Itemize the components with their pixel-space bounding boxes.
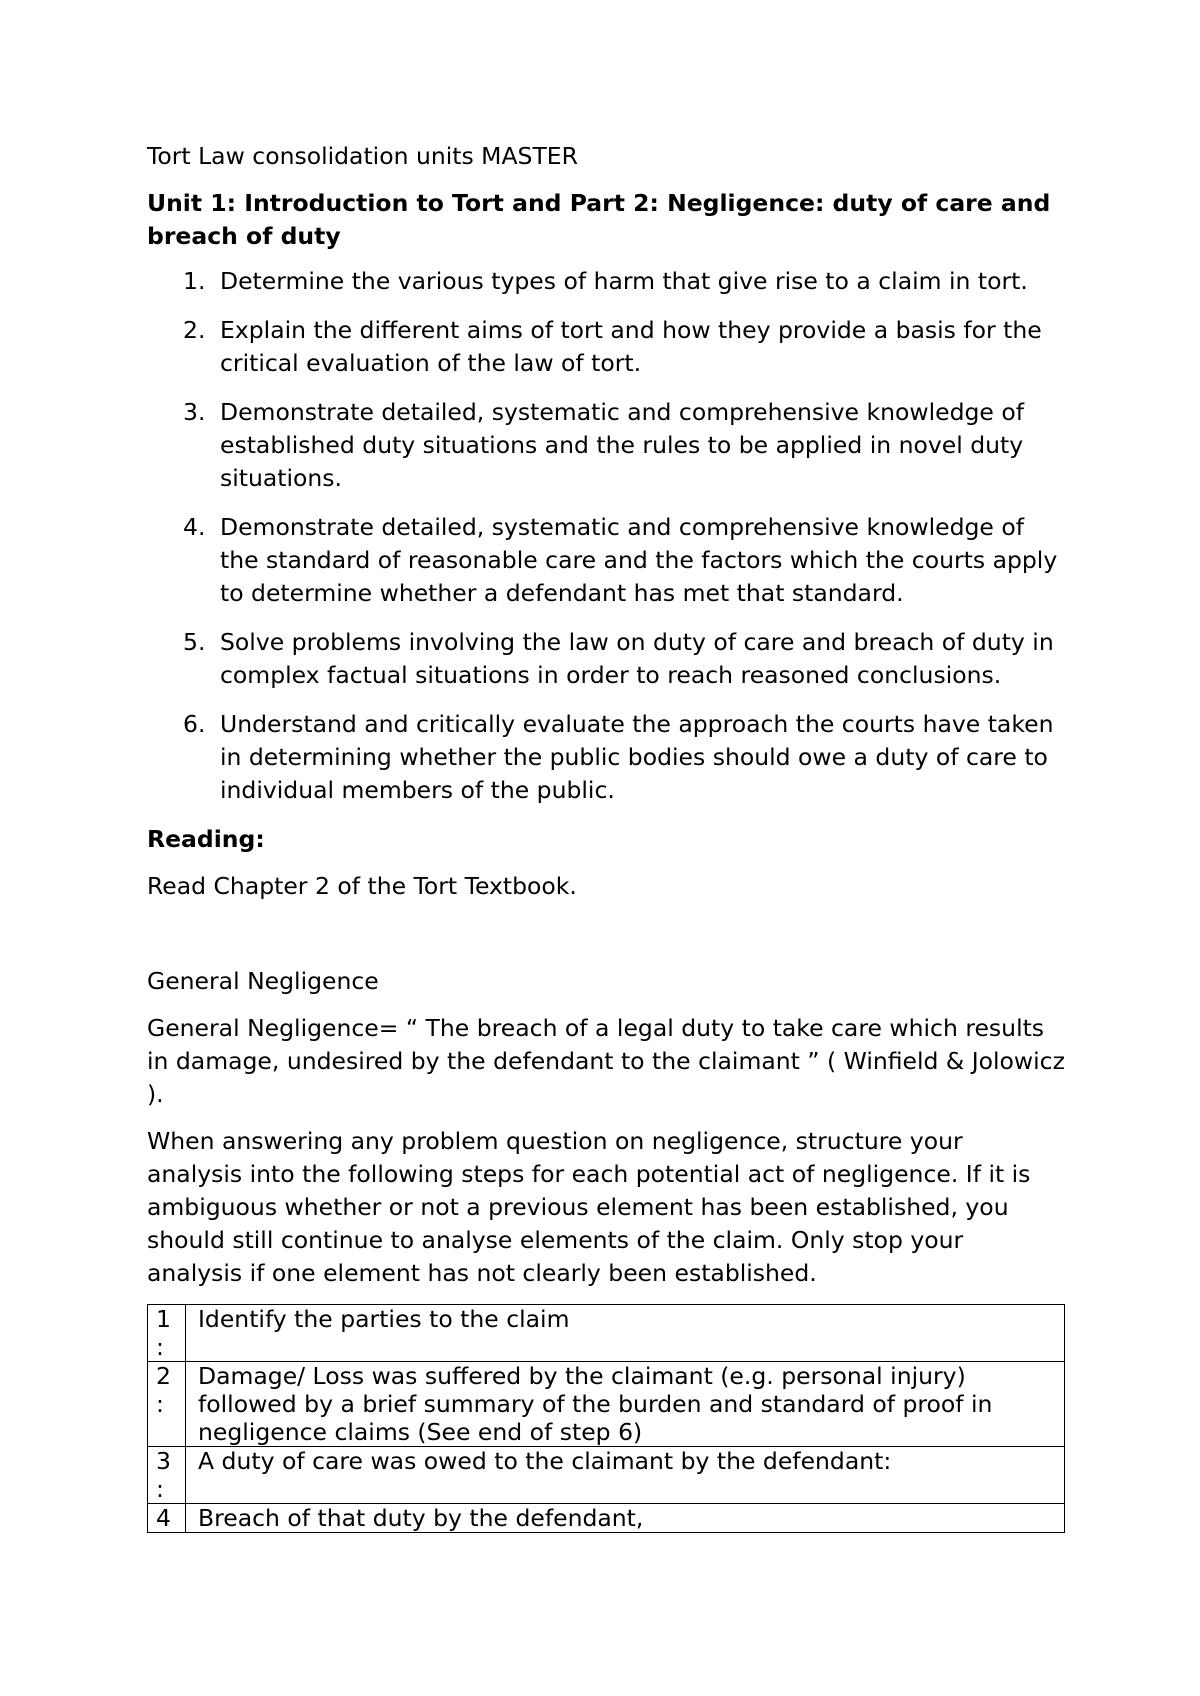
objective-text: Solve problems involving the law on duty of care and breach of duty in complex factual situations in order to reach reasoned conclusions. xyxy=(220,628,1054,689)
objective-item xyxy=(147,708,1065,807)
table-row xyxy=(148,1447,1065,1504)
objective-item xyxy=(147,511,1065,610)
step-text: Damage/ Loss was suffered by the claimant (e.g. personal injury) followed by a brief summary of the burden and standard of proof in negligence claims (See end of step 6) xyxy=(186,1362,1065,1447)
step-number: 4 xyxy=(148,1504,186,1533)
document-title: Tort Law consolidation units MASTER xyxy=(147,142,578,170)
document-page xyxy=(147,140,1065,1533)
objective-number: 5. xyxy=(183,628,206,656)
objective-item xyxy=(147,626,1065,692)
table-row xyxy=(148,1305,1065,1362)
table-row xyxy=(148,1362,1065,1447)
unit-heading: Unit 1: Introduction to Tort and Part 2: Negligence: duty of care and breach of duty xyxy=(147,189,1051,250)
objective-number: 6. xyxy=(183,710,206,738)
step-text: A duty of care was owed to the claimant by the defendant: xyxy=(186,1447,1065,1504)
objective-number: 3. xyxy=(183,398,206,426)
objective-text: Demonstrate detailed, systematic and comprehensive knowledge of established duty situations and the rules to be applied in novel duty situations. xyxy=(220,398,1024,492)
objective-text: Explain the different aims of tort and how they provide a basis for the critical evaluation of the law of tort. xyxy=(220,316,1042,377)
reading-heading: Reading: xyxy=(147,825,265,853)
objective-number: 1. xyxy=(183,267,206,295)
objective-text: Demonstrate detailed, systematic and comprehensive knowledge of the standard of reasonable care and the factors which the courts apply to determine whether a defendant has met that standard. xyxy=(220,513,1058,607)
objective-item xyxy=(147,265,1065,298)
step-number: 2 : xyxy=(148,1362,186,1447)
learning-objectives-list xyxy=(147,265,1065,807)
step-number: 1 : xyxy=(148,1305,186,1362)
objective-text: Understand and critically evaluate the approach the courts have taken in determining whether the public bodies should owe a duty of care to individual members of the public. xyxy=(220,710,1054,804)
step-text: Breach of that duty by the defendant, xyxy=(186,1504,1065,1533)
objective-item xyxy=(147,314,1065,380)
step-text: Identify the parties to the claim xyxy=(186,1305,1065,1362)
step-number: 3 : xyxy=(148,1447,186,1504)
spacer xyxy=(147,917,1065,965)
table-row xyxy=(148,1504,1065,1533)
instructions-paragraph: When answering any problem question on negligence, structure your analysis into the following steps for each potential act of negligence. If it is ambiguous whether or not a previous element has been established, you should still continue to analyse elements of the claim. Only stop your analysis if one element has not clearly been established. xyxy=(147,1127,1031,1287)
negligence-definition: General Negligence= “ The breach of a legal duty to take care which results in damage, undesired by the defendant to the claimant ” ( Winfield & Jolowicz ). xyxy=(147,1014,1065,1108)
negligence-steps-table xyxy=(147,1304,1065,1533)
section-heading: General Negligence xyxy=(147,967,379,995)
reading-text: Read Chapter 2 of the Tort Textbook. xyxy=(147,872,577,900)
objective-number: 2. xyxy=(183,316,206,344)
objective-text: Determine the various types of harm that give rise to a claim in tort. xyxy=(220,267,1028,295)
objective-number: 4. xyxy=(183,513,206,541)
objective-item xyxy=(147,396,1065,495)
